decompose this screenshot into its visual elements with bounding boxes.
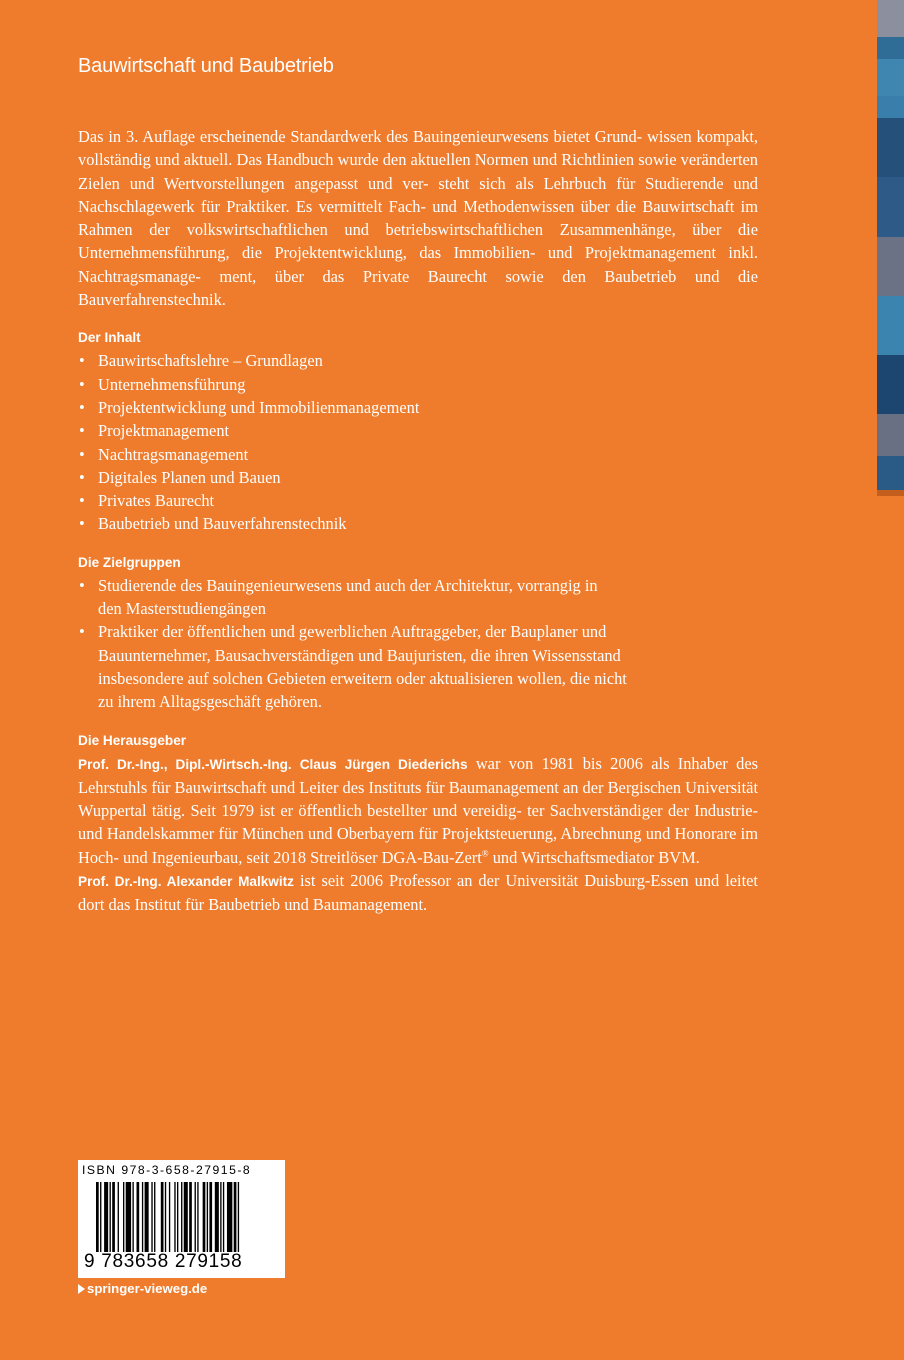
description-paragraph (78, 125, 758, 311)
barcode-bar (238, 1182, 239, 1252)
arrow-right-icon (78, 1284, 85, 1294)
ean-digits: 9 783658 279158 (84, 1251, 243, 1272)
list-item-line: insbesondere auf solchen Gebieten erweitern oder aktualisieren wollen, die nicht (98, 668, 627, 688)
book-title: Bauwirtschaft und Baubetrieb (78, 55, 334, 77)
list-item (78, 620, 758, 713)
color-stripe (877, 118, 904, 177)
inhalt-heading: Der Inhalt (78, 330, 141, 346)
list-item: • Privates Baurecht (78, 489, 758, 512)
zielgruppen-heading: Die Zielgruppen (78, 554, 181, 570)
barcode-bar (165, 1182, 166, 1252)
editor-bio-line: Bergischen Universität Wuppertal tätig. Seit 1979 ist er öffentlich bestellter und vereidig- (78, 777, 758, 821)
barcode-bar (96, 1182, 99, 1252)
list-item: • Baubetrieb und Bauverfahrenstechnik (78, 512, 758, 535)
editor-bio-line: und Wirtschaftsmediator BVM. (488, 847, 700, 867)
description-line: steht sich als Lehrbuch für Studierende und Nachschlagewerk für Praktiker. Es vermittelt (78, 173, 758, 216)
barcode-bar (234, 1182, 237, 1252)
barcode-bar (197, 1182, 198, 1252)
list-item: • Projektentwicklung und Immobilienmanagement (78, 396, 758, 419)
editor-bio (78, 869, 758, 917)
barcode-bar (104, 1182, 108, 1252)
description-line: und betriebswirtschaftlichen Zusammenhänge, über die Unternehmensführung, die (78, 220, 758, 263)
barcode-bar (223, 1182, 224, 1252)
barcode-bar (209, 1182, 212, 1252)
color-stripe (877, 355, 904, 414)
color-stripe-sidebar (877, 0, 904, 490)
list-item-line: Praktiker der öffentlichen und gewerblichen Auftraggeber, der Bauplaner und (98, 622, 607, 642)
registered-mark: ® (481, 848, 489, 859)
editor-name: Prof. Dr.-Ing., Dipl.-Wirtsch.-Ing. Claus Jürgen Diederichs (78, 756, 468, 772)
editor-bio-line: für Projektsteuerung, Abrechnung und Honorare im Hoch- und Ingenieurbau, seit 2018 (78, 824, 758, 867)
barcode-bar (207, 1182, 208, 1252)
barcode-bar (215, 1182, 219, 1252)
color-stripe (877, 414, 904, 456)
zielgruppen-list (78, 574, 758, 714)
list-item-line: Bauunternehmer, Bausachverständigen und Baujuristen, die ihren Wissensstand (98, 645, 621, 665)
color-stripe (877, 456, 904, 490)
color-stripe (877, 96, 904, 118)
editor-bio-line: des Lehrstuhls für Bauwirtschaft und Leiter des Instituts für Baumanagement an der (78, 753, 758, 797)
editor-bio (78, 752, 758, 869)
editor-name: Prof. Dr.-Ing. Alexander Malkwitz (78, 874, 294, 890)
barcode-bar (118, 1182, 119, 1252)
sidebar-shadow (877, 490, 904, 496)
editor-bio-line: war von 1981 bis 2006 als Inhaber (475, 753, 728, 773)
list-item: • Unternehmensführung (78, 373, 758, 396)
list-item-line: Studierende des Bauingenieurwesens und auch der Architektur, vorrangig in (98, 575, 598, 595)
barcode-bar (174, 1182, 175, 1252)
description-line: ment, über das Private Baurecht sowie den Baubetrieb und die Bauverfahrenstechnik. (78, 266, 758, 310)
list-item: • Bauwirtschaftslehre – Grundlagen (78, 349, 758, 372)
description-line: wissen kompakt, vollständig und aktuell. Das Handbuch wurde den aktuellen Normen (78, 127, 758, 170)
description-line: Das in 3. Auflage erscheinende Standardwerk des Bauingenieurwesens bietet Grund- (78, 127, 643, 146)
herausgeber-heading: Die Herausgeber (78, 732, 187, 748)
barcode-bar (110, 1182, 111, 1252)
color-stripe (877, 37, 904, 59)
barcode-bar (112, 1182, 115, 1252)
barcode-bar (142, 1182, 143, 1252)
color-stripe (877, 59, 904, 96)
barcode-bar (227, 1182, 232, 1252)
editor-bio-line: ist seit 2006 Professor an der Universität Duisburg-Essen (299, 871, 689, 891)
barcode-bar (177, 1182, 178, 1252)
barcode-bar (132, 1182, 133, 1252)
editor-bio-line: Streitlöser DGA-Bau-Zert (310, 847, 482, 867)
description-line: Projektentwicklung, das Immobilien- und Projektmanagement inkl. Nachtragsmanage- (78, 243, 758, 286)
color-stripe (877, 0, 904, 37)
barcode-bar (189, 1182, 192, 1252)
barcode-bar (137, 1182, 140, 1252)
inhalt-list (78, 349, 758, 535)
color-stripe (877, 296, 904, 355)
editor-bio-line: ter Sachverständiger der Industrie- und Handelskammer für München und Oberbayern (78, 801, 758, 844)
barcode-bar (100, 1182, 101, 1252)
barcode-bar (195, 1182, 196, 1252)
list-item-line: den Masterstudiengängen (98, 599, 266, 619)
list-item-line: zu ihrem Alltagsgeschäft gehören. (98, 692, 322, 712)
barcode-bar (181, 1182, 182, 1252)
color-stripe (877, 237, 904, 296)
publisher-link[interactable] (78, 1281, 207, 1296)
list-item: • Digitales Planen und Bauen (78, 466, 758, 489)
barcode-bar (151, 1182, 152, 1252)
barcode-bars-icon (96, 1182, 272, 1252)
list-item: • Nachtragsmanagement (78, 443, 758, 466)
description-line: Fach- und Methodenwissen über die Bauwirtschaft im Rahmen der volkswirtschaftlichen (78, 196, 758, 240)
list-item: • Projektmanagement (78, 419, 758, 442)
barcode-bar (145, 1182, 149, 1252)
description-line: und Richtlinien sowie veränderten Zielen und Wertvorstellungen angepasst und ver- (78, 150, 758, 193)
barcode-bar (161, 1182, 164, 1252)
publisher-url: springer-vieweg.de (87, 1281, 208, 1296)
editor-bio-line: und leitet dort das Institut für Baubetrieb und Baumanagement. (78, 871, 758, 915)
barcode-bar (220, 1182, 221, 1252)
list-item (78, 574, 758, 621)
isbn-barcode (78, 1160, 285, 1278)
back-cover-text (78, 125, 758, 917)
isbn-number: ISBN 978-3-658-27915-8 (82, 1163, 252, 1177)
barcode-bar (203, 1182, 206, 1252)
color-stripe (877, 177, 904, 236)
barcode-bar (154, 1182, 155, 1252)
barcode-bar (123, 1182, 124, 1252)
barcode-bar (169, 1182, 170, 1252)
barcode-bar (184, 1182, 188, 1252)
barcode-bar (126, 1182, 131, 1252)
